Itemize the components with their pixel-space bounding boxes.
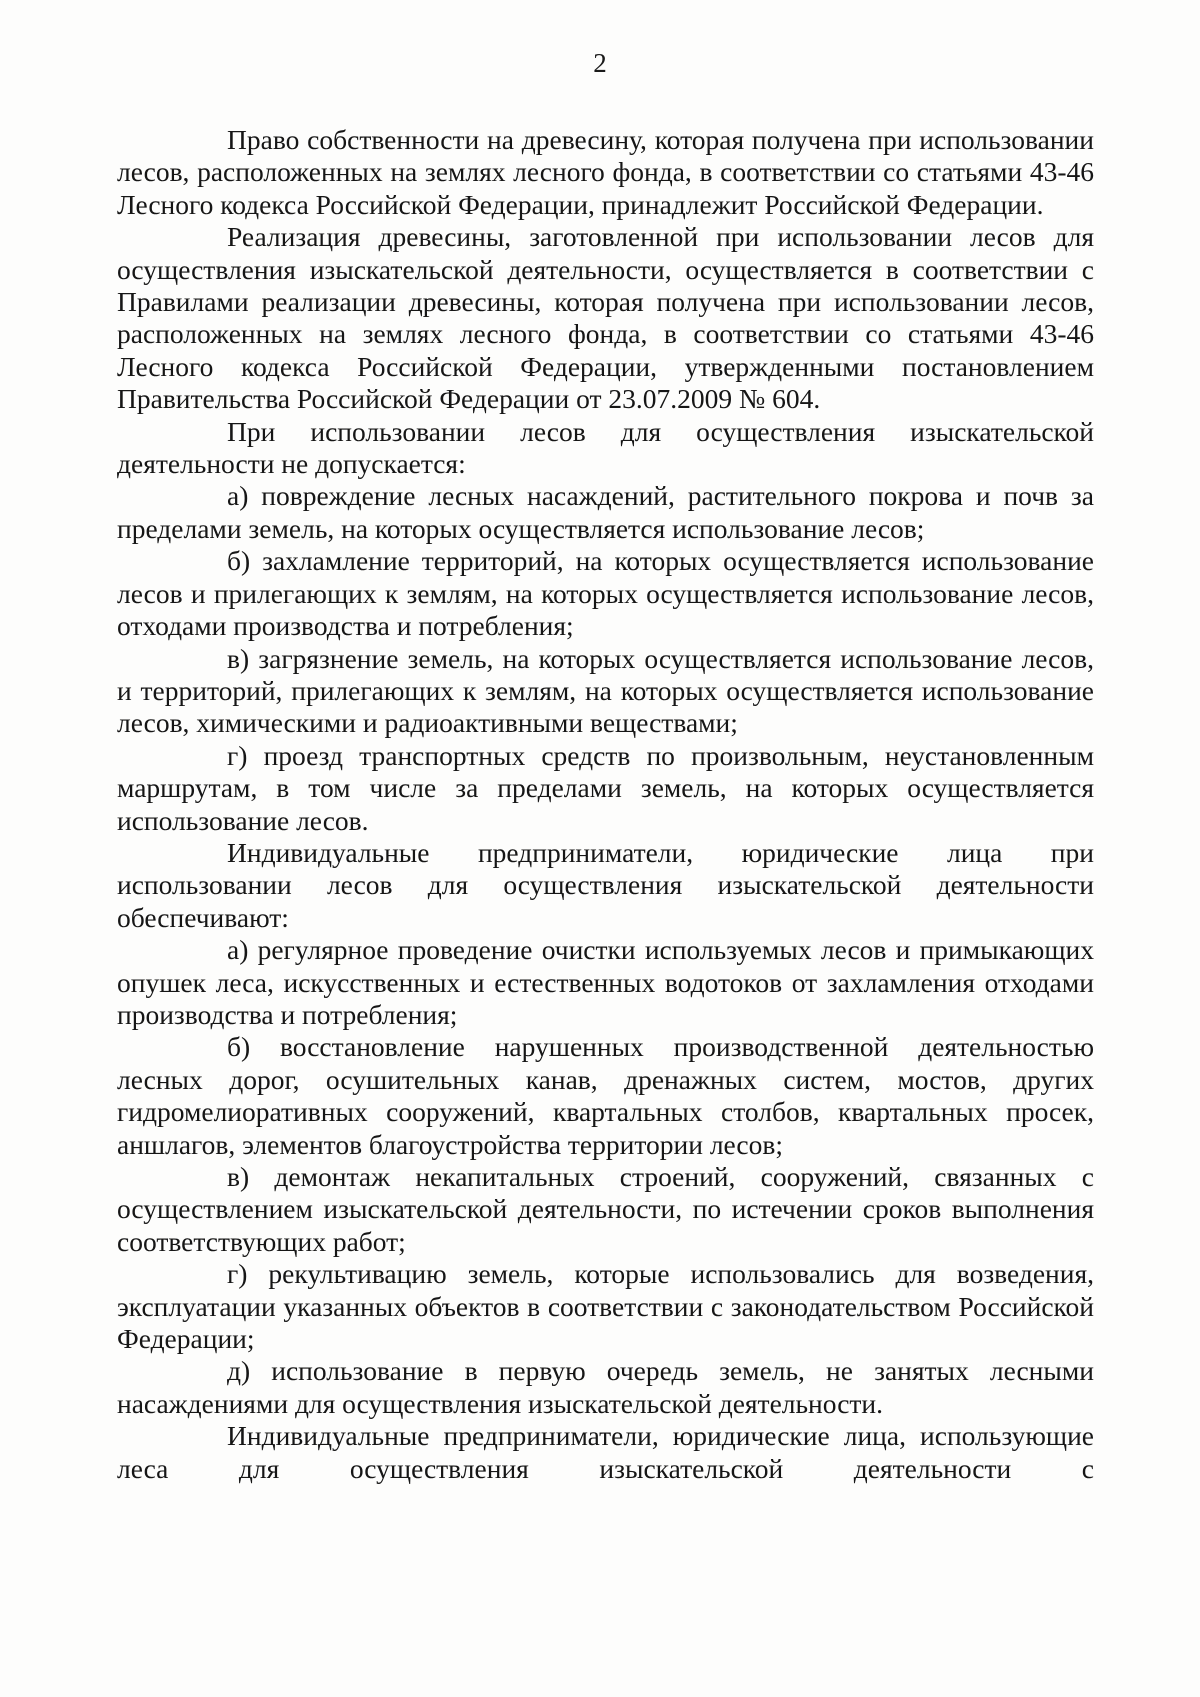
list-item-prohibition-a: а) повреждение лесных насаждений, растительного покрова и почв за пределами земель, на которых осуществляется использование лесов; [117, 480, 1094, 544]
paragraph-ownership: Право собственности на древесину, которая получена при использовании лесов, расположенных на землях лесного фонда, в соответствии со статьями 43-46 Лесного кодекса Российской Федерации, принадлежит Российской Федерации. [117, 124, 1094, 220]
page-number: 2 [593, 48, 607, 78]
list-item-prohibition-v: в) загрязнение земель, на которых осуществляется использование лесов, и территорий, прилегающих к землям, на которых осуществляется использование лесов, химическими и радиоактивными веществами; [117, 642, 1094, 739]
list-item-obligation-g: г) рекультивацию земель, которые использовались для возведения, эксплуатации указанных объектов в соответствии с законодательством Российской Федерации; [117, 1258, 1094, 1355]
list-item-prohibition-b: б) захламление территорий, на которых осуществляется использование лесов и прилегающих к землям, на которых осуществляется использование лесов, отходами производства и потребления; [117, 545, 1094, 642]
list-item-obligation-b: б) восстановление нарушенных производственной деятельностью лесных дорог, осушительных канав, дренажных систем, мостов, других гидромелиоративных сооружений, квартальных столбов, квартальных просек, аншлагов, элементов благоустройства территории лесов; [117, 1031, 1094, 1160]
paragraph-continued: Индивидуальные предприниматели, юридические лица, использующие леса для осуществления изыскательской деятельности с [117, 1420, 1094, 1484]
paragraph-obligations-intro: Индивидуальные предприниматели, юридические лица при использовании лесов для осуществления изыскательской деятельности обеспечивают: [117, 836, 1094, 933]
paragraph-prohibitions-intro: При использовании лесов для осуществления изыскательской деятельности не допускается: [117, 415, 1094, 480]
list-item-prohibition-g: г) проезд транспортных средств по произвольным, неустановленным маршрутам, в том числе за пределами земель, на которых осуществляется использование лесов. [117, 739, 1094, 836]
document-body [117, 124, 1094, 1485]
list-item-obligation-a: а) регулярное проведение очистки используемых лесов и примыкающих опушек леса, искусственных и естественных водотоков от захламления отходами производства и потребления; [117, 934, 1094, 1030]
paragraph-timber-sale: Реализация древесины, заготовленной при использовании лесов для осуществления изыскательской деятельности, осуществляется в соответствии с Правилами реализации древесины, которая получена при использовании лесов, расположенных на землях лесного фонда, в соответствии со статьями 43-46 Лесного кодекса Российской Федерации, утвержденными постановлением Правительства Российской Федерации от 23.07.2009 № 604. [117, 221, 1094, 415]
list-item-obligation-d: д) использование в первую очередь земель, не занятых лесными насаждениями для осуществления изыскательской деятельности. [117, 1355, 1094, 1419]
list-item-obligation-v: в) демонтаж некапитальных строений, сооружений, связанных с осуществлением изыскательской деятельности, по истечении сроков выполнения соответствующих работ; [117, 1161, 1094, 1257]
